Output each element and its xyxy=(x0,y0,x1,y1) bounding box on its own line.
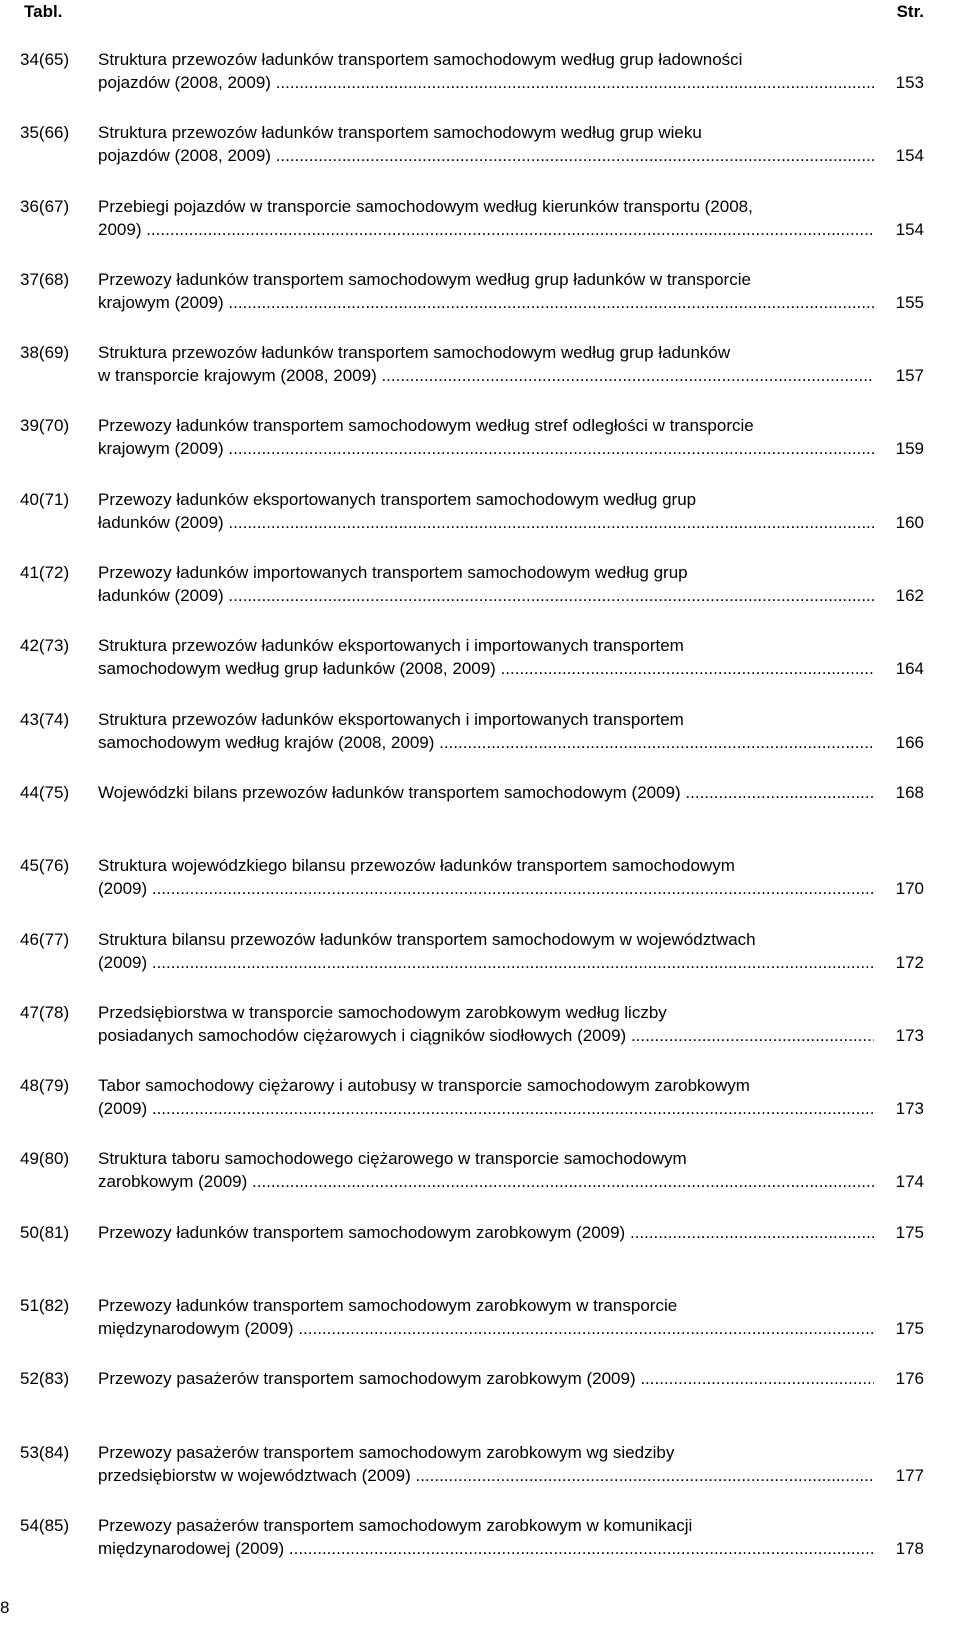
title-line: Struktura przewozów ładunków eksportowanych i importowanych transportem xyxy=(98,636,684,656)
toc-entry xyxy=(20,195,924,268)
toc-entry xyxy=(20,634,924,707)
title-line: Przewozy pasażerów transportem samochodowym zarobkowym w komunikacji xyxy=(98,1515,693,1535)
page-reference: 154 xyxy=(876,144,924,167)
page-number: 8 xyxy=(0,1598,10,1617)
toc-entry xyxy=(20,1441,924,1514)
page-reference: 166 xyxy=(876,731,924,754)
title-line: Przewozy ładunków transportem samochodowym zarobkowym (2009) ..... xyxy=(98,1221,874,1244)
toc-entry xyxy=(20,561,924,634)
title-line: (2009) ..... xyxy=(98,951,874,974)
table-number: 51(82) xyxy=(20,1296,70,1316)
table-title xyxy=(98,1074,874,1120)
table-title xyxy=(98,1294,874,1340)
toc-entry xyxy=(20,414,924,487)
table-title xyxy=(98,48,874,94)
title-line: Przewozy ładunków importowanych transportem samochodowym według grup xyxy=(98,563,688,583)
page-reference: 154 xyxy=(876,218,924,241)
page-reference: 159 xyxy=(876,437,924,460)
toc-entry xyxy=(20,1147,924,1220)
toc-entry xyxy=(20,1074,924,1147)
title-line: pojazdów (2008, 2009) ..... xyxy=(98,144,874,167)
page-reference: 157 xyxy=(876,364,924,387)
title-line: Struktura przewozów ładunków transportem samochodowym według grup ładowności xyxy=(98,50,743,69)
title-line: Struktura przewozów ładunków transportem samochodowym według grup wieku xyxy=(98,123,702,143)
table-number: 54(85) xyxy=(20,1515,70,1535)
table-number: 49(80) xyxy=(20,1149,70,1169)
title-line: Tabor samochodowy ciężarowy i autobusy w transporcie samochodowym zarobkowym xyxy=(98,1076,750,1096)
table-title xyxy=(98,1001,874,1047)
table-title xyxy=(98,634,874,680)
title-line: międzynarodowej (2009) ..... xyxy=(98,1537,874,1560)
toc-entry xyxy=(20,48,924,121)
page-reference: 168 xyxy=(876,781,924,804)
table-title xyxy=(98,1441,874,1487)
table-number: 52(83) xyxy=(20,1369,70,1389)
toc-entry xyxy=(20,1001,924,1074)
title-line: zarobkowym (2009) ..... xyxy=(98,1170,874,1193)
title-line: 2009) ..... xyxy=(98,218,874,241)
title-line: krajowym (2009) ..... xyxy=(98,437,874,460)
page-column-heading: Str. xyxy=(896,2,924,21)
title-line: (2009) ..... xyxy=(98,1097,874,1120)
title-line: Przewozy ładunków transportem samochodowym według grup ładunków w transporcie xyxy=(98,269,751,289)
title-line: przedsiębiorstw w województwach (2009) ..... xyxy=(98,1464,874,1487)
toc-header xyxy=(24,0,924,28)
title-line: samochodowym według grup ładunków (2008, 2009) ..... xyxy=(98,657,874,680)
table-title xyxy=(98,414,874,460)
page-reference: 160 xyxy=(876,511,924,534)
table-title xyxy=(98,1514,874,1560)
table-number: 36(67) xyxy=(20,196,70,216)
table-number: 45(76) xyxy=(20,856,70,876)
title-line: Przewozy ładunków transportem samochodowym zarobkowym w transporcie xyxy=(98,1296,678,1316)
page-reference: 175 xyxy=(876,1221,924,1244)
page-reference: 175 xyxy=(876,1317,924,1340)
table-number: 50(81) xyxy=(20,1222,70,1242)
table-number: 46(77) xyxy=(20,929,70,949)
title-line: Przebiegi pojazdów w transporcie samochodowym według kierunków transportu (2008, xyxy=(98,196,753,216)
title-line: pojazdów (2008, 2009) ..... xyxy=(98,71,874,94)
toc-entry xyxy=(20,488,924,561)
table-title xyxy=(98,121,874,167)
title-line: samochodowym według krajów (2008, 2009) ..... xyxy=(98,731,874,754)
table-number: 37(68) xyxy=(20,269,70,289)
page-reference: 174 xyxy=(876,1170,924,1193)
table-number: 35(66) xyxy=(20,123,70,143)
page-reference: 173 xyxy=(876,1024,924,1047)
page-reference: 178 xyxy=(876,1537,924,1560)
title-line: ładunków (2009) ..... xyxy=(98,584,874,607)
table-number: 38(69) xyxy=(20,343,70,363)
title-line: Struktura taboru samochodowego ciężarowego w transporcie samochodowym xyxy=(98,1149,687,1169)
page-reference: 155 xyxy=(876,291,924,314)
toc-entry xyxy=(20,121,924,194)
table-number: 34(65) xyxy=(20,50,70,69)
page-reference: 170 xyxy=(876,877,924,900)
table-number: 53(84) xyxy=(20,1442,70,1462)
table-number: 40(71) xyxy=(20,489,70,509)
title-line: (2009) ..... xyxy=(98,877,874,900)
toc-entry xyxy=(20,928,924,1001)
table-title xyxy=(98,928,874,974)
page-reference: 153 xyxy=(876,71,924,94)
table-number: 44(75) xyxy=(20,782,70,802)
title-line: w transporcie krajowym (2008, 2009) ..... xyxy=(98,364,874,387)
toc-entry xyxy=(20,341,924,414)
title-line: Struktura bilansu przewozów ładunków transportem samochodowym w województwach xyxy=(98,929,756,949)
table-title xyxy=(98,341,874,387)
table-title xyxy=(98,268,874,314)
title-line: posiadanych samochodów ciężarowych i ciągników siodłowych (2009) ..... xyxy=(98,1024,874,1047)
title-line: Struktura wojewódzkiego bilansu przewozów ładunków transportem samochodowym xyxy=(98,856,735,876)
title-line: Struktura przewozów ładunków eksportowanych i importowanych transportem xyxy=(98,709,684,729)
page-reference: 172 xyxy=(876,951,924,974)
title-line: Przewozy pasażerów transportem samochodowym zarobkowym (2009) ..... xyxy=(98,1367,874,1390)
table-title xyxy=(98,781,874,804)
toc-entry xyxy=(20,1514,924,1587)
toc-entry xyxy=(20,268,924,341)
title-line: Struktura przewozów ładunków transportem samochodowym według grup ładunków xyxy=(98,343,731,363)
table-title xyxy=(98,195,874,241)
page-reference: 164 xyxy=(876,657,924,680)
table-title xyxy=(98,561,874,607)
page-reference: 162 xyxy=(876,584,924,607)
table-number: 43(74) xyxy=(20,709,70,729)
title-line: Wojewódzki bilans przewozów ładunków transportem samochodowym (2009) ..... xyxy=(98,781,874,804)
toc-entry xyxy=(20,708,924,781)
page-reference: 176 xyxy=(876,1367,924,1390)
table-of-contents xyxy=(20,48,924,1587)
table-number: 47(78) xyxy=(20,1002,70,1022)
table-title xyxy=(98,854,874,900)
toc-entry xyxy=(20,781,924,854)
toc-entry xyxy=(20,854,924,927)
table-title xyxy=(98,1367,874,1390)
page-reference: 173 xyxy=(876,1097,924,1120)
table-title xyxy=(98,708,874,754)
table-column-heading: Tabl. xyxy=(24,2,63,21)
toc-entry xyxy=(20,1294,924,1367)
title-line: Przewozy pasażerów transportem samochodowym zarobkowym wg siedziby xyxy=(98,1442,675,1462)
title-line: krajowym (2009) ..... xyxy=(98,291,874,314)
toc-entry xyxy=(20,1221,924,1294)
table-number: 48(79) xyxy=(20,1076,70,1096)
table-number: 39(70) xyxy=(20,416,70,436)
title-line: międzynarodowym (2009) ..... xyxy=(98,1317,874,1340)
table-title xyxy=(98,1221,874,1244)
toc-entry xyxy=(20,1367,924,1440)
page-reference: 177 xyxy=(876,1464,924,1487)
table-title xyxy=(98,1147,874,1193)
title-line: Przedsiębiorstwa w transporcie samochodowym zarobkowym według liczby xyxy=(98,1002,667,1022)
table-title xyxy=(98,488,874,534)
title-line: Przewozy ładunków eksportowanych transportem samochodowym według grup xyxy=(98,489,697,509)
title-line: ładunków (2009) ..... xyxy=(98,511,874,534)
title-line: Przewozy ładunków transportem samochodowym według stref odległości w transporcie xyxy=(98,416,754,436)
table-number: 42(73) xyxy=(20,636,70,656)
table-number: 41(72) xyxy=(20,563,70,583)
